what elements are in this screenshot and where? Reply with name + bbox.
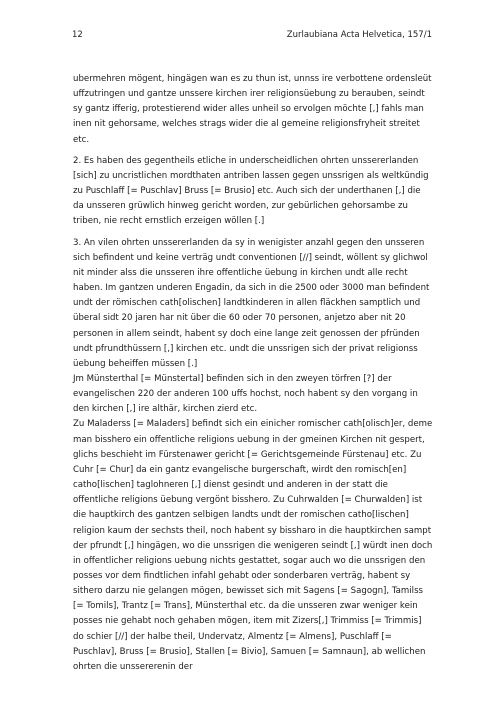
paragraph-point-2: 2. Es haben des gegentheils etliche in underscheidlichen ohrten unssererlanden [sich] zu uncristlichen mordthaten antriben lassen gegen unssrigen als weltkündig zu Puschlaff [= Puschlav] Bruss [= Brusio] etc. Auch sich der underthanen [,] die da unsseren grüwlich hinweg gericht worden, zur gebürlichen gehorsambe zu triben, nie recht ernstlich erzeigen wöllen [.] xyxy=(73,155,429,227)
page-header xyxy=(72,29,432,41)
page-number: 12 xyxy=(72,30,83,40)
paragraph-continuation: ubermehren mögent, hingägen wan es zu thun ist, unnss ire verbottene ordensleüt uffzutringen und gantze unssere kirchen irer religionsüebung zu berauben, seindt sy gantz ifferig, protestierend wider alles unheil so ervolgen möchte [,] fahls man inen nit gehorsame, welches strags wider die al gemeine religionsfryheit streitet etc. xyxy=(73,74,432,145)
running-title: Zurlaubiana Acta Helvetica, 157/1 xyxy=(286,30,432,40)
body-text xyxy=(73,72,433,675)
paragraph-maladers: Zu Maladerss [= Maladers] befindt sich ein einicher romischer cath[olisch]er, deme man bisshero ein offentliche religions uebung in der gmeinen Kirchen nit gespert, glichs beschieht im Fürstenawer gericht [= Gerichtsgemeinde Fürstenau] etc. Zu Cuhr [= Chur] da ein gantz evangelische burgerschaft, wirdt den romisch[en] catho[lischen] taglohneren [,] dienst gesindt und anderen in der statt die offentliche religions üebung vergönt bisshero. Zu Cuhrwalden [= Churwalden] ist die hauptkirch des gantzen selbigen landts undt der romischen catho[lischen] religion kaum der sechsts theil, noch habent sy bissharo in die hauptkirchen sampt der pfrundt [,] hingägen, wo die unssrigen die wenigeren seindt [,] würdt inen doch in offentlicher religions uebung nichts gestattet, sogar auch wo die unssrigen den posses vor dem findtlichen infahl gehabt oder sonderbaren verträg, habent sy sithero darzu nie gelangen mögen, bewisset sich mit Sagens [= Sagogn], Tamilss [= Tomils], Trantz [= Trans], Münsterthal etc. da die unsseren zwar weniger kein posses nie gehabt noch gehaben mögen, item mit Zizers[,] Trimmiss [= Trimmis] do schier [//] der halbe theil, Undervatz, Almentz [= Almens], Puschlaff [= Puschlav], Bruss [= Brusio], Stallen [= Bivio], Samuen [= Samnaun], ab wellichen ohrten die unssererenin der xyxy=(73,419,433,672)
paragraph-munstertal: Jm Münsterthal [= Münstertal] befinden sich in den zweyen törfren [?] der evangelischen 220 der anderen 100 uffs hochst, noch habent sy den vorgang in den kirchen [,] ire althär, kirchen zierd etc. xyxy=(73,373,418,415)
paragraph-point-3: 3. An vilen ohrten unssererlanden da sy in wenigister anzahl gegen den unsseren sich befindent und keine verträg undt conventionen [//] seindt, wöllent sy glichwol nit minder alss die unsseren ihre offentliche üebung in kirchen undt alle recht haben. Im gantzen underen Engadin, da sich in die 2500 oder 3000 man befindent undt der römischen cath[olischen] landtkinderen in allen fläckhen samptlich und überal sidt 20 jaren har nit über die 60 oder 70 personen, anjetzo aber nit 20 personen in allem seindt, habent sy doch eine lange zeit genossen der pfründen undt pfrundthüssern [,] kirchen etc. undt die unssrigen sich der privat religionss üebung beheiffen müssen [.] xyxy=(73,237,430,369)
